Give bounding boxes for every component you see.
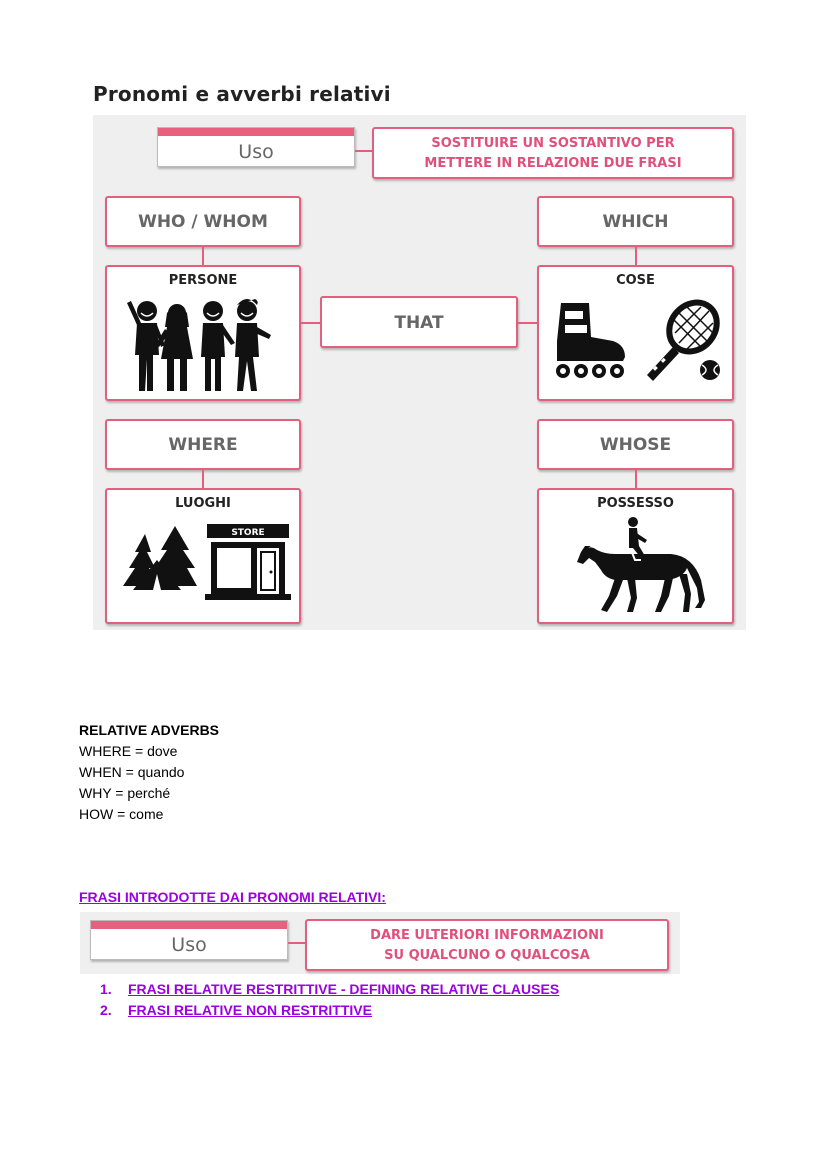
adverb-item: WHERE = dove — [79, 743, 178, 759]
rollerblade-icon — [551, 301, 631, 386]
list-number: 1. — [100, 981, 112, 997]
connector — [635, 470, 637, 488]
frasi-heading-link[interactable]: FRASI INTRODOTTE DAI PRONOMI RELATIVI: — [79, 889, 386, 905]
uso-description-line1: SOSTITUIRE UN SOSTANTIVO PER — [431, 136, 675, 151]
uso-description-line2: METTERE IN RELAZIONE DUE FRASI — [424, 156, 682, 171]
that-label: THAT — [394, 313, 444, 333]
horse-rider-icon — [575, 516, 705, 621]
connector — [355, 150, 372, 152]
relative-adverbs-heading: RELATIVE ADVERBS — [79, 722, 220, 738]
relative-adverbs-section — [79, 720, 219, 825]
tennis-ball-icon — [699, 359, 721, 386]
possesso-label: POSSESSO — [597, 496, 674, 511]
that-box — [320, 296, 518, 348]
connector — [202, 247, 204, 265]
adverb-item: WHY = perché — [79, 785, 171, 801]
store-icon — [205, 522, 291, 607]
frasi-description-box — [305, 919, 669, 971]
list-item — [100, 979, 559, 1000]
frasi-uso-box — [90, 920, 288, 960]
uso-bar — [158, 128, 354, 136]
connector — [202, 470, 204, 488]
frasi-uso-label: Uso — [171, 934, 207, 956]
uso-box — [157, 127, 355, 167]
page-title: Pronomi e avverbi relativi — [93, 82, 391, 106]
possesso-box — [537, 488, 734, 624]
which-box — [537, 196, 734, 247]
restrittive-link[interactable]: FRASI RELATIVE RESTRITTIVE - DEFINING RELATIVE CLAUSES — [128, 981, 560, 997]
persone-box — [105, 265, 301, 401]
list-number: 2. — [100, 1002, 112, 1018]
svg-text:STORE: STORE — [231, 528, 265, 538]
who-whom-box — [105, 196, 301, 247]
connector — [518, 322, 537, 324]
cose-box — [537, 265, 734, 401]
uso-description-box — [372, 127, 734, 179]
uso-label: Uso — [238, 141, 274, 163]
which-label: WHICH — [602, 212, 669, 232]
luoghi-box — [105, 488, 301, 624]
connector — [635, 247, 637, 265]
where-box — [105, 419, 301, 470]
tent-trees-icon — [117, 524, 201, 599]
where-label: WHERE — [168, 435, 238, 455]
who-whom-label: WHO / WHOM — [138, 212, 268, 232]
relative-pronouns-diagram — [93, 115, 746, 630]
whose-label: WHOSE — [599, 435, 672, 455]
uso-bar — [91, 921, 287, 929]
luoghi-label: LUOGHI — [175, 496, 231, 511]
people-icon — [125, 295, 285, 400]
persone-label: PERSONE — [168, 273, 238, 288]
non-restrittive-link[interactable]: FRASI RELATIVE NON RESTRITTIVE — [128, 1002, 372, 1018]
adverb-item: HOW = come — [79, 806, 164, 822]
list-item — [100, 1000, 559, 1021]
frasi-uso-panel — [80, 912, 680, 974]
cose-label: COSE — [616, 273, 655, 288]
frasi-description-line2: SU QUALCUNO O QUALCOSA — [384, 948, 590, 963]
frasi-description-line1: DARE ULTERIORI INFORMAZIONI — [370, 928, 604, 943]
frasi-list — [100, 979, 559, 1021]
connector — [301, 322, 320, 324]
adverb-item: WHEN = quando — [79, 764, 185, 780]
connector — [288, 942, 305, 944]
whose-box — [537, 419, 734, 470]
